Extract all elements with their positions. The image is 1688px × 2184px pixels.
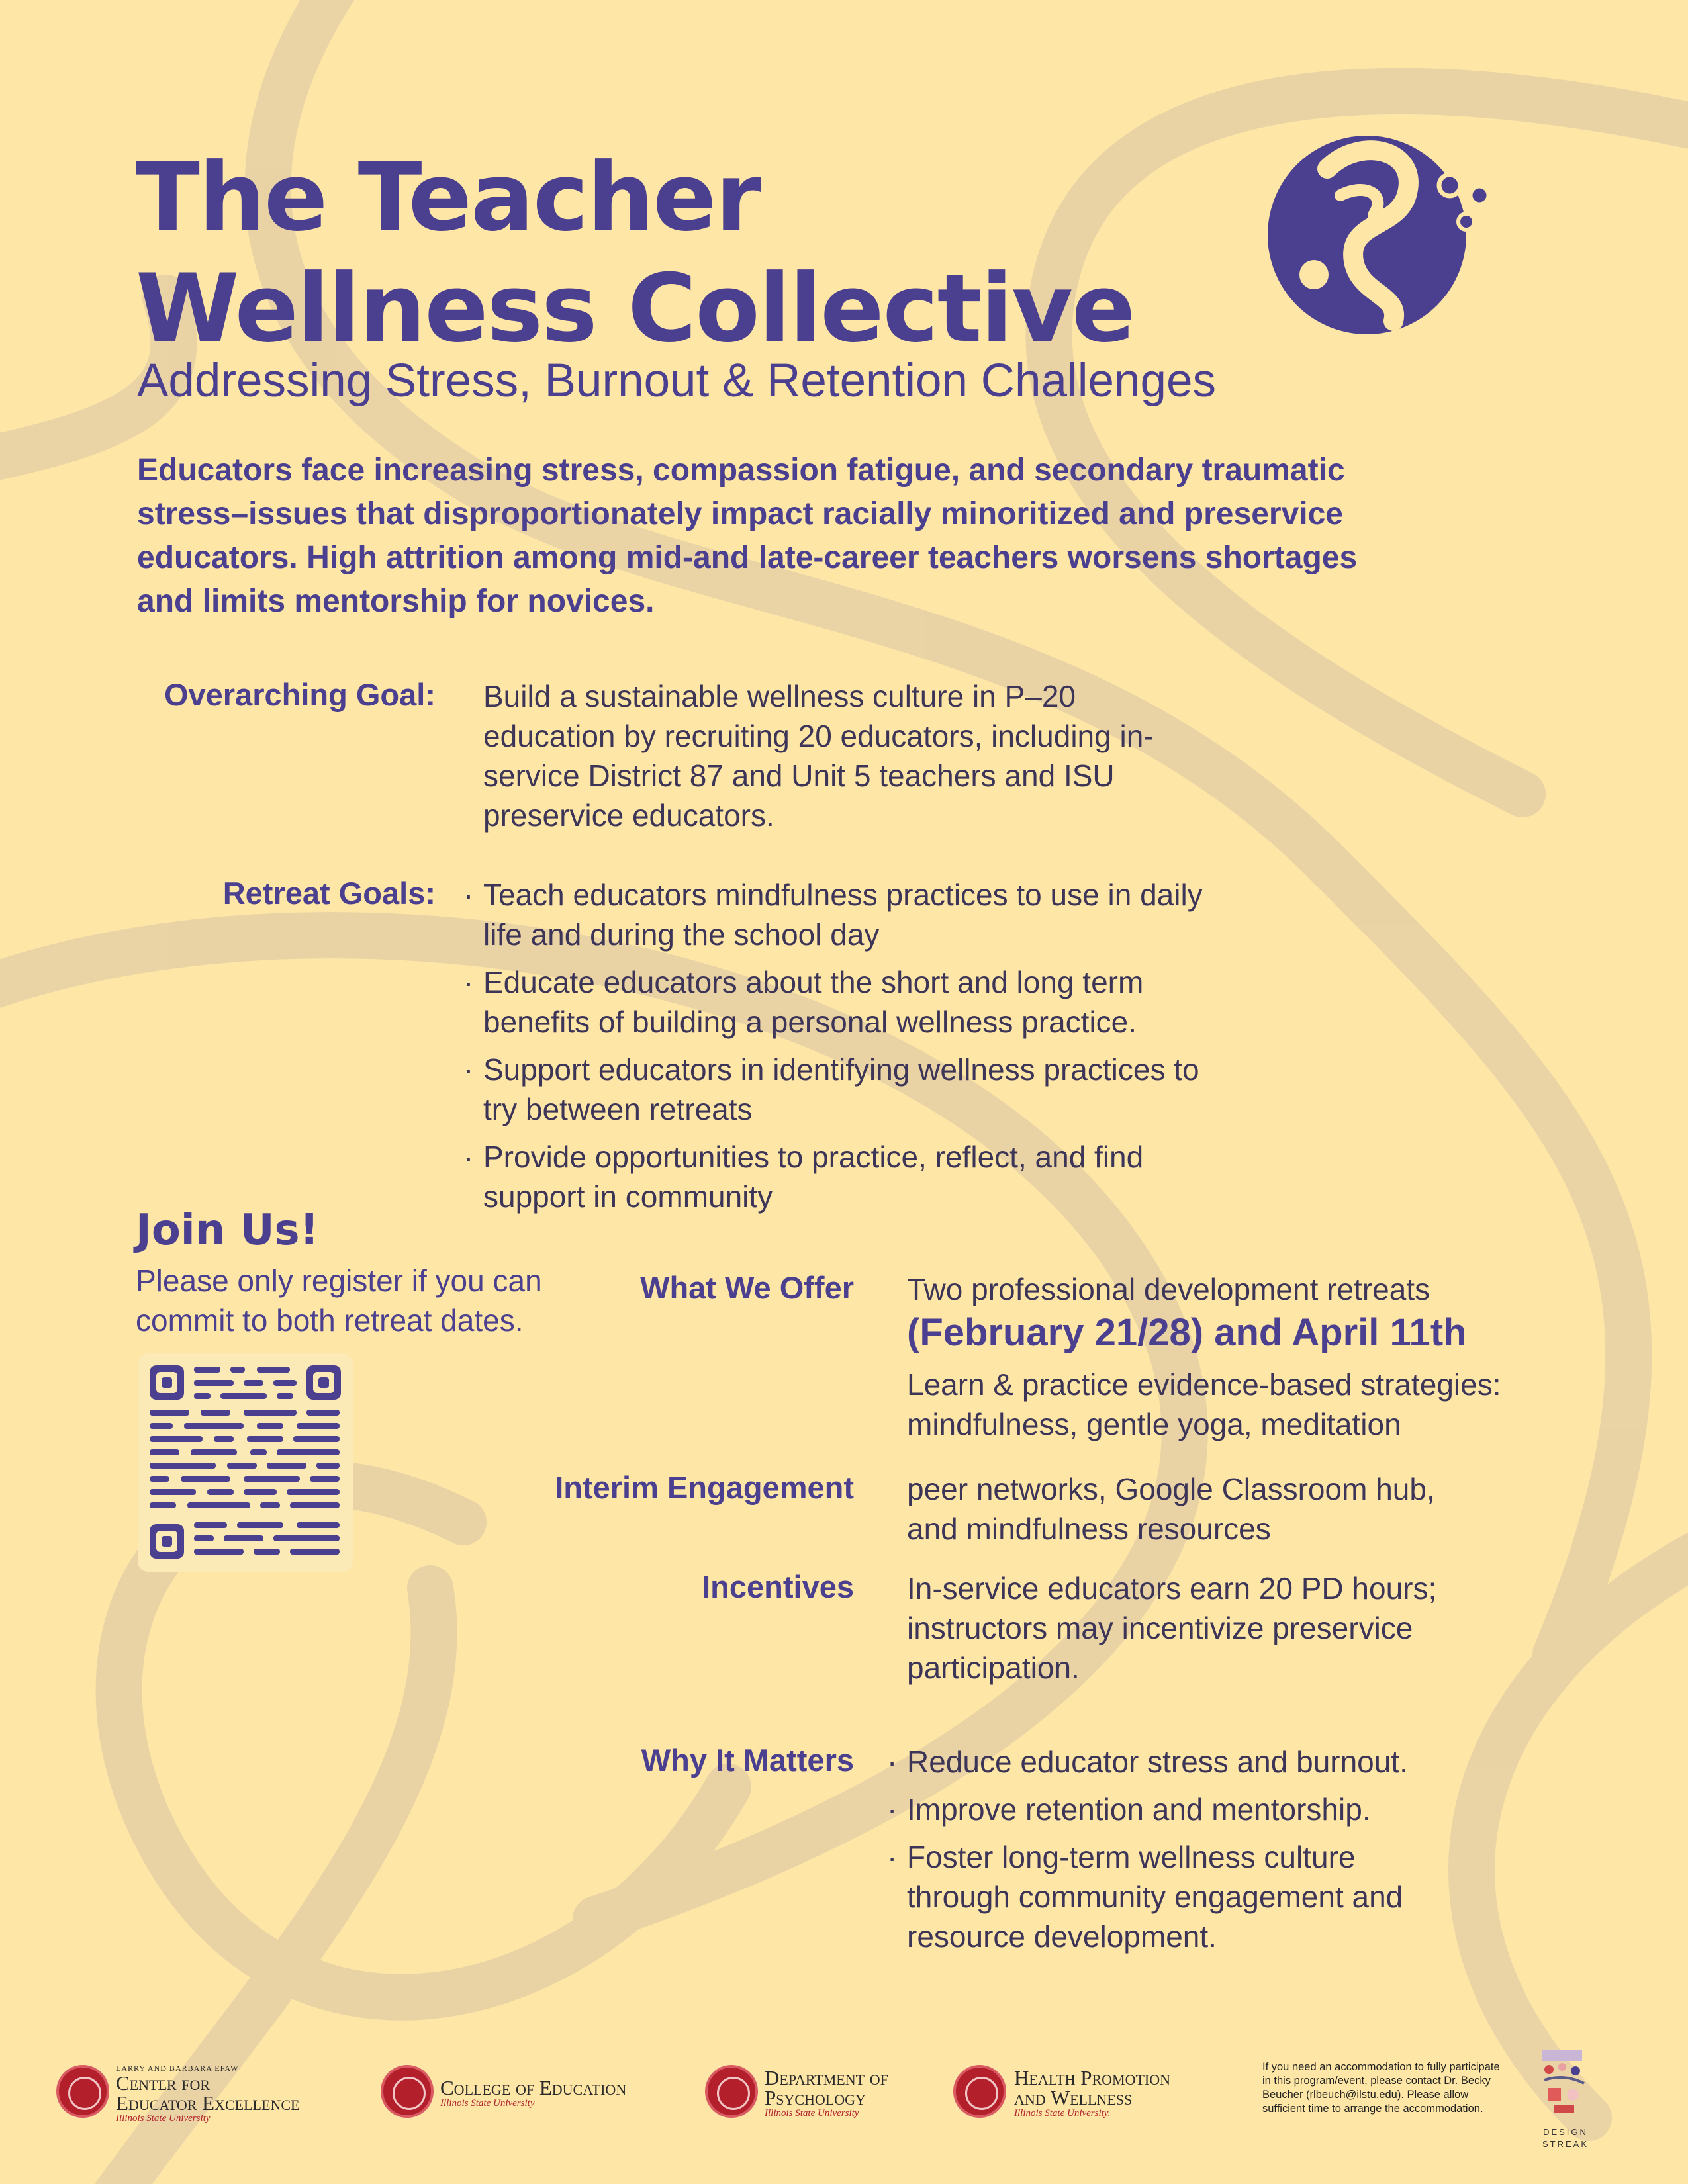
illinois-state-university-seal-icon xyxy=(953,2065,1006,2118)
illinois-state-university-seal-icon xyxy=(56,2065,109,2118)
retreat-dates: (February 21/28) and April 11th xyxy=(907,1311,1467,1354)
dept-name: College of Education xyxy=(440,2076,627,2099)
offer-line-2: Learn & practice evidence-based strategies: mindfulness, gentle yoga, meditation xyxy=(907,1367,1501,1441)
department-of-psychology-logo xyxy=(765,2068,963,2119)
list-item: · Support educators in identifying wellness practices to try between retreats xyxy=(463,1050,1225,1129)
list-item: · Foster long-term wellness culture through community engagement and resource development. xyxy=(887,1837,1456,1956)
illinois-state-university-seal-icon xyxy=(381,2065,434,2118)
intro-paragraph: Educators face increasing stress, compassion fatigue, and secondary traumatic stress–issues that disproportionately impact racially minoritized and preservice educators. High attrition among mid-and late-career teachers worsens shortages and limits mentorship for novices. xyxy=(137,453,1358,619)
accommodation-notice: If you need an accommodation to fully participate in this program/event, please contact Dr. Becky Beucher (rlbeuch@ilstu.edu). Please allow sufficient time to arrange the accommodation. xyxy=(1262,2061,1500,2115)
what-we-offer-label: What We Offer xyxy=(640,1270,854,1305)
college-of-education-logo xyxy=(440,2078,692,2109)
list-item: · Educate educators about the short and long term benefits of building a personal wellness practice. xyxy=(463,962,1225,1042)
university-name: Illinois State University xyxy=(765,2108,859,2118)
design-streak-word-1: DESIGN xyxy=(1543,2127,1588,2137)
join-us-note: Please only register if you can commit to both retreat dates. xyxy=(136,1263,542,1338)
dept-name-line-1: Department of xyxy=(765,2066,888,2089)
page-title xyxy=(136,142,1134,365)
health-promotion-and-wellness-logo xyxy=(1014,2068,1239,2119)
offer-line-1: Two professional development retreats xyxy=(907,1272,1430,1306)
incentives-text: In-service educators earn 20 PD hours; instructors may incentivize preservice participation. xyxy=(907,1571,1437,1685)
dept-prefix: LARRY AND BARBARA EFAW xyxy=(116,2064,239,2073)
why-it-matters-list xyxy=(887,1742,1456,1964)
title-line-2: Wellness Collective xyxy=(136,254,1135,363)
qr-code-icon[interactable] xyxy=(138,1353,353,1572)
join-us-heading: Join Us! xyxy=(136,1206,319,1255)
university-name: Illinois State University xyxy=(116,2113,211,2124)
overarching-goal-text: Build a sustainable wellness culture in P–20 education by recruiting 20 educators, including in-service District 87 and Unit 5 teachers and ISU preservice educators. xyxy=(483,679,1154,833)
university-name: Illinois State University. xyxy=(1014,2108,1111,2118)
title-line-1: The Teacher xyxy=(136,143,761,252)
list-item: · Reduce educator stress and burnout. xyxy=(887,1742,1456,1782)
list-item: · Improve retention and mentorship. xyxy=(887,1790,1456,1829)
design-streak-wordmark xyxy=(1539,2126,1592,2150)
page-subtitle: Addressing Stress, Burnout & Retention Challenges xyxy=(137,355,1216,407)
design-streak-word-2: STREAK xyxy=(1542,2139,1589,2149)
interim-engagement-text: peer networks, Google Classroom hub, and mindfulness resources xyxy=(907,1472,1435,1546)
center-for-educator-excellence-logo xyxy=(116,2064,367,2124)
collective-swirl-logo-icon xyxy=(1268,122,1493,341)
incentives-label: Incentives xyxy=(702,1569,854,1604)
retreat-goals-list xyxy=(463,875,1225,1224)
illinois-state-university-seal-icon xyxy=(705,2065,758,2118)
interim-engagement-label: Interim Engagement xyxy=(555,1470,854,1505)
list-item: · Provide opportunities to practice, reflect, and find support in community xyxy=(463,1137,1225,1216)
dept-name-line-1: Center for xyxy=(116,2071,211,2095)
dept-name-line-2: and Wellness xyxy=(1014,2086,1133,2109)
dept-name-line-2: Educator Excellence xyxy=(116,2091,300,2115)
dept-name-line-2: Psychology xyxy=(765,2086,866,2109)
university-name: Illinois State University xyxy=(440,2098,535,2109)
retreat-goals-label: Retreat Goals: xyxy=(222,876,436,911)
overarching-goal-label: Overarching Goal: xyxy=(164,677,436,712)
dept-name-line-1: Health Promotion xyxy=(1014,2066,1170,2089)
list-item: · Teach educators mindfulness practices to use in daily life and during the school day xyxy=(463,875,1225,954)
why-it-matters-label: Why It Matters xyxy=(641,1743,854,1778)
